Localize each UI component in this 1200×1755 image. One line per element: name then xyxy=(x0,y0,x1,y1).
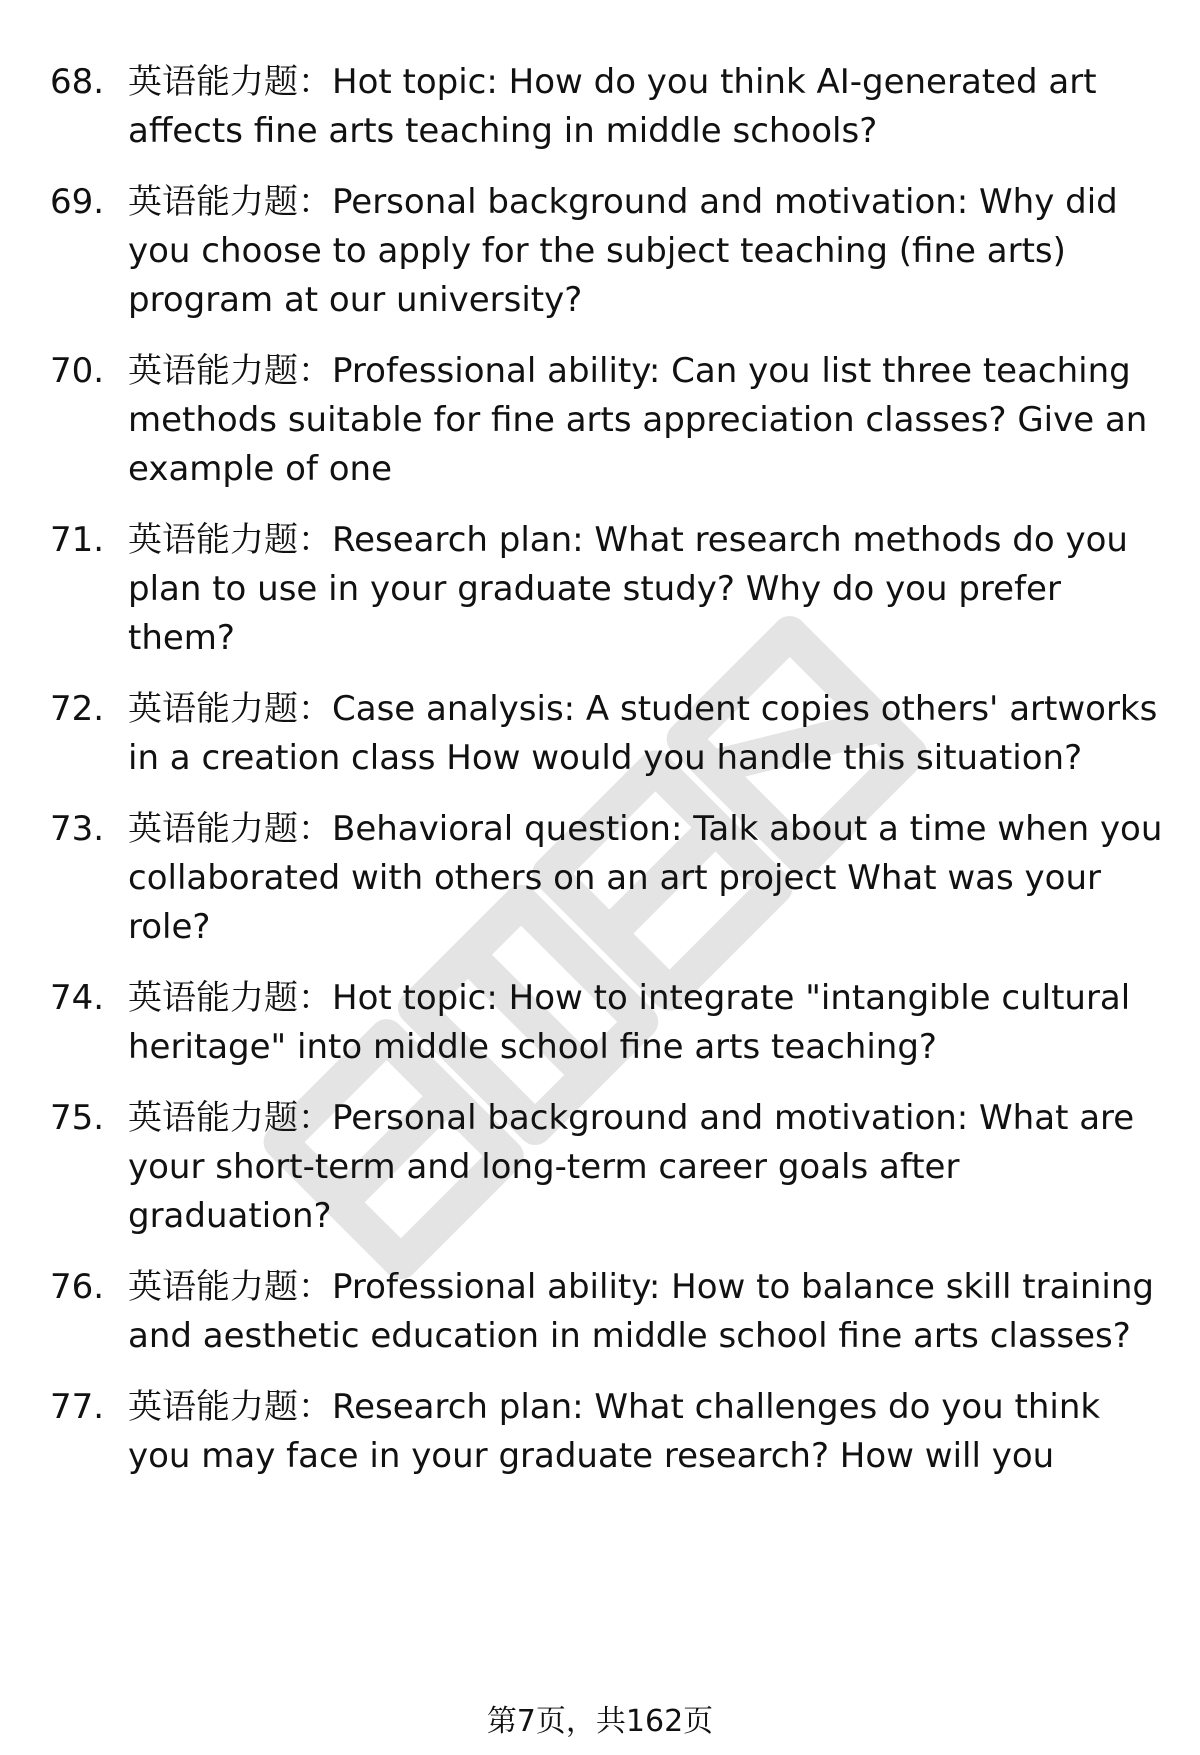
question-number: 73. xyxy=(50,809,105,849)
question-number: 71. xyxy=(50,520,105,560)
question-list xyxy=(50,58,1170,1503)
question-text: 英语能力题：Case analysis: A student copies others' artworks in a creation class How would you handle this situation? xyxy=(128,689,1158,778)
question-text: 英语能力题：Research plan: What challenges do you think you may face in your graduate research? How will you xyxy=(128,1387,1101,1476)
page-footer: 第7页，共162页 xyxy=(486,1704,714,1739)
question-item xyxy=(50,1094,1170,1241)
question-item xyxy=(50,58,1170,156)
question-item xyxy=(50,1263,1170,1361)
question-number: 69. xyxy=(50,182,105,222)
question-text: 英语能力题：Personal background and motivation: What are your short-term and long-term career goals after graduation? xyxy=(128,1098,1135,1236)
question-item xyxy=(50,685,1170,783)
question-item xyxy=(50,805,1170,952)
question-text: 英语能力题：Hot topic: How to integrate "intangible cultural heritage" into middle school fine arts teaching? xyxy=(128,978,1131,1067)
question-item xyxy=(50,347,1170,494)
question-item xyxy=(50,516,1170,663)
question-item xyxy=(50,178,1170,325)
question-number: 68. xyxy=(50,62,105,102)
question-text: 英语能力题：Hot topic: How do you think AI-generated art affects fine arts teaching in middle schools? xyxy=(128,62,1097,151)
question-text: 英语能力题：Research plan: What research methods do you plan to use in your graduate study? Why do you prefer them? xyxy=(128,520,1128,658)
question-text: 英语能力题：Professional ability: Can you list three teaching methods suitable for fine arts appreciation classes? Give an example of one xyxy=(128,351,1148,489)
question-number: 74. xyxy=(50,978,105,1018)
question-item xyxy=(50,1383,1170,1481)
question-number: 75. xyxy=(50,1098,105,1138)
question-number: 77. xyxy=(50,1387,105,1427)
question-number: 72. xyxy=(50,689,105,729)
question-text: 英语能力题：Personal background and motivation: Why did you choose to apply for the subject teaching (fine arts) program at our university? xyxy=(128,182,1118,320)
question-number: 76. xyxy=(50,1267,105,1307)
question-text: 英语能力题：Professional ability: How to balance skill training and aesthetic education in middle school fine arts classes? xyxy=(128,1267,1154,1356)
question-item xyxy=(50,974,1170,1072)
question-number: 70. xyxy=(50,351,105,391)
question-text: 英语能力题：Behavioral question: Talk about a time when you collaborated with others on an art project What was your role? xyxy=(128,809,1163,947)
